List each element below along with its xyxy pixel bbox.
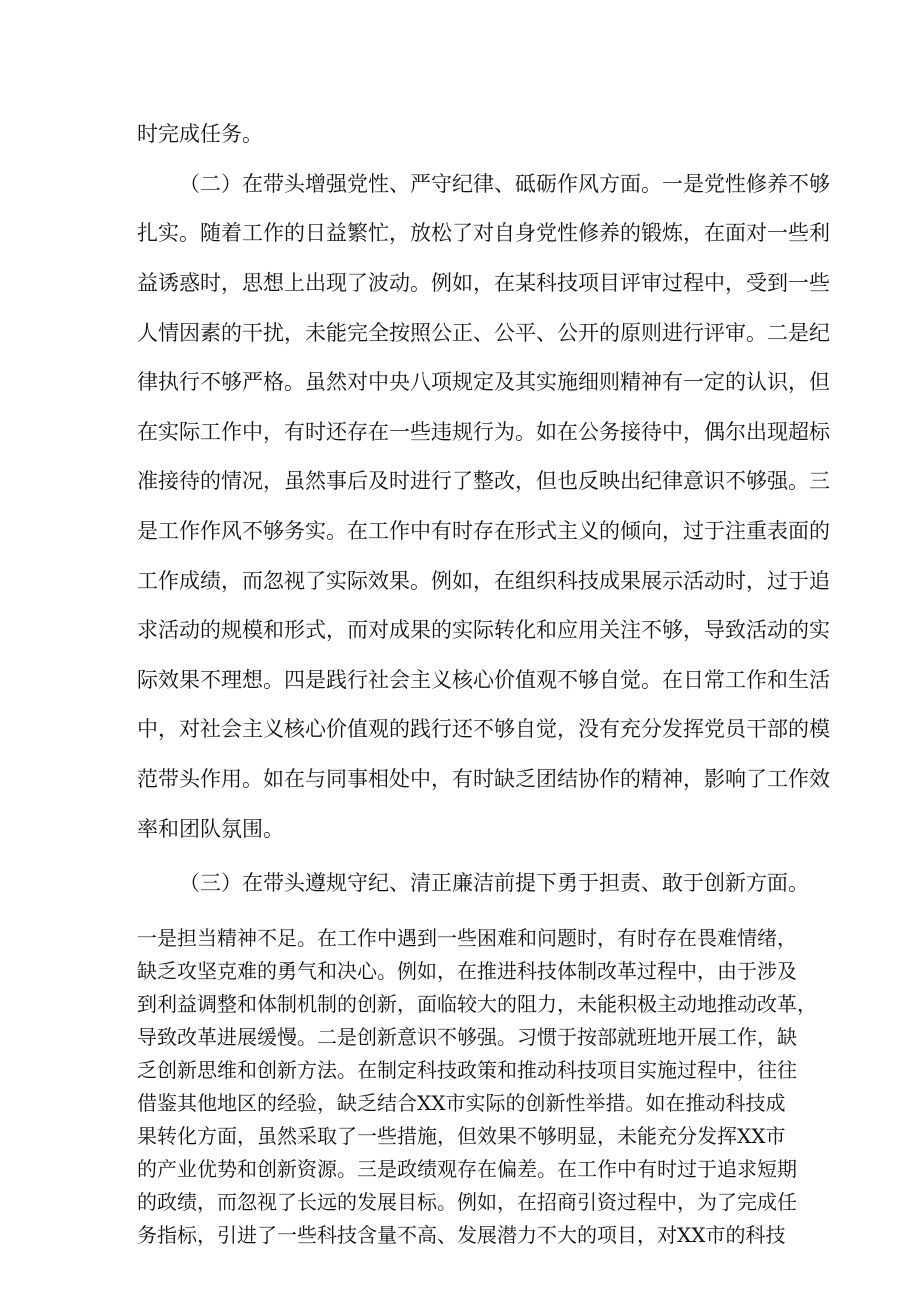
text-line: 时完成任务。 [137, 122, 263, 146]
text-line: 扎实。随着工作的日益繁忙，放松了对自身党性修养的锻炼，在面对一些利 [137, 221, 830, 245]
section-heading-2: （二）在带头增强党性、严守纪律、砥砺作风方面。一是党性修养不够 [179, 172, 830, 196]
text-line: 范带头作用。如在与同事相处中，有时缺乏团结协作的精神，影响了工作效 [137, 767, 830, 791]
text-line: 准接待的情况，虽然事后及时进行了整改，但也反映出纪律意识不够强。三 [137, 469, 830, 493]
text-line: 率和团队氛围。 [137, 817, 284, 841]
text-line: 是工作作风不够务实。在工作中有时存在形式主义的倾向，过于注重表面的 [137, 519, 830, 543]
text-line: 在实际工作中，有时还存在一些违规行为。如在公务接待中，偶尔出现超标 [137, 420, 830, 444]
text-line: 际效果不理想。四是践行社会主义核心价值观不够自觉。在日常工作和生活 [137, 668, 830, 692]
text-line: 借鉴其他地区的经验，缺乏结合XX市实际的创新性举措。如在推动科技成 [137, 1091, 786, 1115]
section-heading-3: （三）在带头遵规守纪、清正廉洁前提下勇于担责、敢于创新方面。 [179, 871, 809, 895]
text-line: 到利益调整和体制机制的创新，面临较大的阻力，未能积极主动地推动改革， [137, 992, 817, 1016]
text-line: 求活动的规模和形式，而对成果的实际转化和应用关注不够，导致活动的实 [137, 618, 830, 642]
text-line: 务指标，引进了一些科技含量不高、发展潜力不大的项目，对XX市的科技 [137, 1223, 786, 1247]
text-line: 人情因素的干扰，未能完全按照公正、公平、公开的原则进行评审。二是纪 [137, 321, 830, 345]
text-line: 果转化方面，虽然采取了一些措施，但效果不够明显，未能充分发挥XX市 [137, 1124, 786, 1148]
text-line: 的产业优势和创新资源。三是政绩观存在偏差。在工作中有时过于追求短期 [137, 1157, 797, 1181]
text-line: 一是担当精神不足。在工作中遇到一些困难和问题时，有时存在畏难情绪， [137, 926, 797, 950]
text-line: 缺乏攻坚克难的勇气和决心。例如，在推进科技体制改革过程中，由于涉及 [137, 959, 797, 983]
text-line: 乏创新思维和创新方法。在制定科技政策和推动科技项目实施过程中，往往 [137, 1058, 797, 1082]
text-line: 的政绩，而忽视了长远的发展目标。例如，在招商引资过程中，为了完成任 [137, 1190, 797, 1214]
text-line: 中，对社会主义核心价值观的践行还不够自觉，没有充分发挥党员干部的模 [137, 717, 830, 741]
text-line: 工作成绩，而忽视了实际效果。例如，在组织科技成果展示活动时，过于追 [137, 569, 830, 593]
text-line: 律执行不够严格。虽然对中央八项规定及其实施细则精神有一定的认识，但 [137, 370, 830, 394]
text-line: 导致改革进展缓慢。二是创新意识不够强。习惯于按部就班地开展工作，缺 [137, 1025, 797, 1049]
text-line: 益诱惑时，思想上出现了波动。例如，在某科技项目评审过程中，受到一些 [137, 271, 830, 295]
